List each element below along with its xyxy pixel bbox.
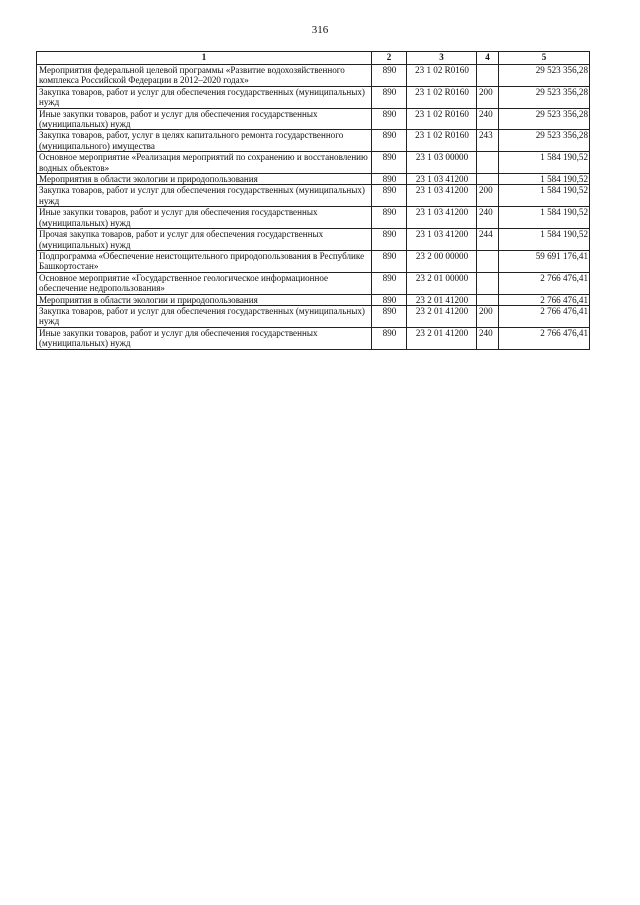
row-amount-cell: 1 584 190,52	[499, 229, 590, 251]
column-header-1: 1	[37, 52, 372, 65]
column-header-2: 2	[372, 52, 407, 65]
budget-table	[36, 51, 590, 350]
row-amount-cell: 1 584 190,52	[499, 174, 590, 185]
row-amount-cell: 29 523 356,28	[499, 130, 590, 152]
row-expense-type-cell	[477, 174, 499, 185]
row-expense-type-cell	[477, 294, 499, 305]
row-admin-code-cell: 890	[372, 65, 407, 87]
row-target-code-cell: 23 1 03 00000	[407, 152, 477, 174]
row-amount-cell: 2 766 476,41	[499, 294, 590, 305]
row-expense-type-cell	[477, 65, 499, 87]
table-row	[37, 305, 590, 327]
table-row	[37, 108, 590, 130]
row-name-cell: Закупка товаров, работ, услуг в целях капитального ремонта государственного (муниципального) имущества	[37, 130, 372, 152]
table-row	[37, 174, 590, 185]
row-target-code-cell: 23 1 03 41200	[407, 229, 477, 251]
row-admin-code-cell: 890	[372, 207, 407, 229]
row-amount-cell: 29 523 356,28	[499, 65, 590, 87]
row-expense-type-cell: 240	[477, 327, 499, 349]
row-admin-code-cell: 890	[372, 185, 407, 207]
row-target-code-cell: 23 2 00 00000	[407, 250, 477, 272]
table-row	[37, 130, 590, 152]
table-row	[37, 86, 590, 108]
row-admin-code-cell: 890	[372, 152, 407, 174]
row-name-cell: Иные закупки товаров, работ и услуг для обеспечения государственных (муниципальных) нужд	[37, 108, 372, 130]
row-name-cell: Закупка товаров, работ и услуг для обеспечения государственных (муниципальных) нужд	[37, 185, 372, 207]
row-target-code-cell: 23 2 01 41200	[407, 294, 477, 305]
page-number: 316	[311, 24, 329, 36]
row-amount-cell: 2 766 476,41	[499, 305, 590, 327]
row-expense-type-cell: 240	[477, 207, 499, 229]
row-expense-type-cell: 244	[477, 229, 499, 251]
row-admin-code-cell: 890	[372, 305, 407, 327]
row-expense-type-cell: 240	[477, 108, 499, 130]
table-row	[37, 152, 590, 174]
table-body	[37, 65, 590, 350]
column-header-3: 3	[407, 52, 477, 65]
row-name-cell: Закупка товаров, работ и услуг для обеспечения государственных (муниципальных) нужд	[37, 305, 372, 327]
row-amount-cell: 2 766 476,41	[499, 272, 590, 294]
row-target-code-cell: 23 2 01 00000	[407, 272, 477, 294]
row-target-code-cell: 23 1 03 41200	[407, 185, 477, 207]
row-admin-code-cell: 890	[372, 108, 407, 130]
row-target-code-cell: 23 2 01 41200	[407, 305, 477, 327]
table-header-row	[37, 52, 590, 65]
row-admin-code-cell: 890	[372, 174, 407, 185]
row-admin-code-cell: 890	[372, 130, 407, 152]
row-target-code-cell: 23 1 02 R0160	[407, 108, 477, 130]
row-amount-cell: 1 584 190,52	[499, 207, 590, 229]
row-expense-type-cell	[477, 250, 499, 272]
row-expense-type-cell: 200	[477, 185, 499, 207]
row-name-cell: Основное мероприятие «Реализация мероприятий по сохранению и восстановлению водных объектов»	[37, 152, 372, 174]
row-expense-type-cell: 200	[477, 86, 499, 108]
row-amount-cell: 1 584 190,52	[499, 185, 590, 207]
row-expense-type-cell	[477, 152, 499, 174]
row-target-code-cell: 23 1 02 R0160	[407, 86, 477, 108]
row-name-cell: Основное мероприятие «Государственное геологическое информационное обеспечение недропользования»	[37, 272, 372, 294]
table-row	[37, 250, 590, 272]
row-amount-cell: 59 691 176,41	[499, 250, 590, 272]
row-admin-code-cell: 890	[372, 327, 407, 349]
row-name-cell: Подпрограмма «Обеспечение неистощительного природопользования в Республике Башкортостан»	[37, 250, 372, 272]
table-row	[37, 229, 590, 251]
table-row	[37, 272, 590, 294]
column-header-5: 5	[499, 52, 590, 65]
row-name-cell: Прочая закупка товаров, работ и услуг для обеспечения государственных (муниципальных) нужд	[37, 229, 372, 251]
row-amount-cell: 29 523 356,28	[499, 108, 590, 130]
table-row	[37, 185, 590, 207]
row-target-code-cell: 23 2 01 41200	[407, 327, 477, 349]
row-name-cell: Мероприятия в области экологии и природопользования	[37, 174, 372, 185]
row-amount-cell: 29 523 356,28	[499, 86, 590, 108]
row-amount-cell: 1 584 190,52	[499, 152, 590, 174]
table-row	[37, 327, 590, 349]
row-target-code-cell: 23 1 02 R0160	[407, 65, 477, 87]
column-header-4: 4	[477, 52, 499, 65]
row-amount-cell: 2 766 476,41	[499, 327, 590, 349]
table-row	[37, 294, 590, 305]
row-name-cell: Иные закупки товаров, работ и услуг для обеспечения государственных (муниципальных) нужд	[37, 207, 372, 229]
row-target-code-cell: 23 1 02 R0160	[407, 130, 477, 152]
row-name-cell: Мероприятия федеральной целевой программы «Развитие водохозяйственного комплекса Российской Федерации в 2012–2020 годах»	[37, 65, 372, 87]
row-name-cell: Иные закупки товаров, работ и услуг для обеспечения государственных (муниципальных) нужд	[37, 327, 372, 349]
row-expense-type-cell: 243	[477, 130, 499, 152]
row-admin-code-cell: 890	[372, 250, 407, 272]
row-target-code-cell: 23 1 03 41200	[407, 207, 477, 229]
table-row	[37, 207, 590, 229]
table-row	[37, 65, 590, 87]
row-admin-code-cell: 890	[372, 294, 407, 305]
row-admin-code-cell: 890	[372, 229, 407, 251]
row-admin-code-cell: 890	[372, 86, 407, 108]
row-name-cell: Закупка товаров, работ и услуг для обеспечения государственных (муниципальных) нужд	[37, 86, 372, 108]
row-expense-type-cell: 200	[477, 305, 499, 327]
row-admin-code-cell: 890	[372, 272, 407, 294]
row-expense-type-cell	[477, 272, 499, 294]
row-name-cell: Мероприятия в области экологии и природопользования	[37, 294, 372, 305]
row-target-code-cell: 23 1 03 41200	[407, 174, 477, 185]
